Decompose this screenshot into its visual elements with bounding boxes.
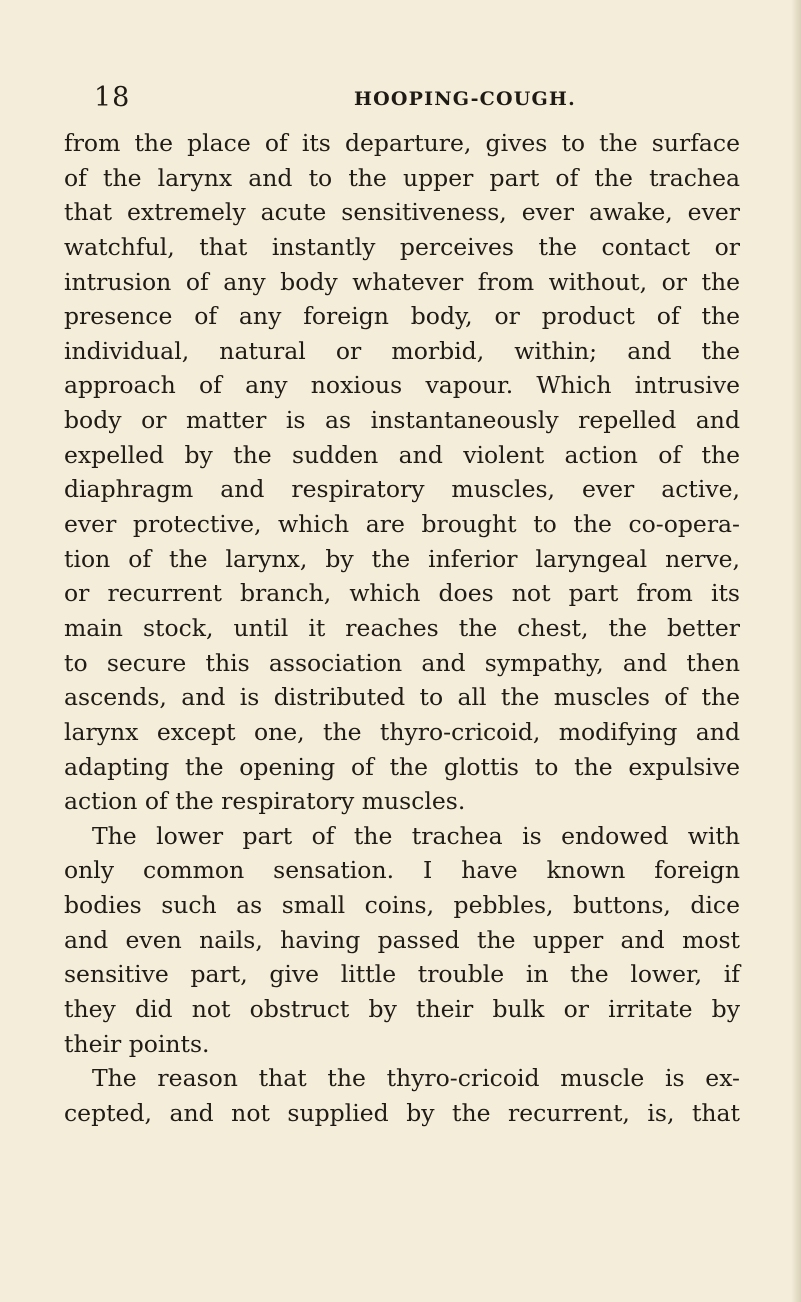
paragraph-2 <box>64 819 740 1061</box>
text-line: expelled by the sudden and violent action of the <box>64 440 740 469</box>
page-edge-shadow <box>791 0 801 1302</box>
text-line: ascends, and is distributed to all the muscles of the <box>64 683 740 712</box>
text-line: presence of any foreign body, or product of the <box>64 302 740 331</box>
text-line: tion of the larynx, by the inferior laryngeal nerve, <box>64 544 740 573</box>
text-line: intrusion of any body whatever from without, or the <box>64 267 740 296</box>
text-line: The lower part of the trachea is endowed with <box>92 821 740 850</box>
page-header <box>94 82 714 118</box>
text-line: from the place of its departure, gives to the surface <box>64 129 740 157</box>
text-line: adapting the opening of the glottis to the expulsive <box>64 752 740 781</box>
text-line: diaphragm and respiratory muscles, ever active, <box>64 475 740 504</box>
text-line: body or matter is as instantaneously repelled and <box>64 406 740 435</box>
text-line: their points. <box>64 1029 210 1058</box>
text-line: that extremely acute sensitiveness, ever awake, ever <box>64 198 740 227</box>
text-line: approach of any noxious vapour. Which intrusive <box>64 371 740 400</box>
text-line: to secure this association and sympathy, and then <box>64 648 740 677</box>
paragraph-3 <box>64 1061 740 1130</box>
text-line: and even nails, having passed the upper and most <box>64 925 740 954</box>
text-line: only common sensation. I have known foreign <box>64 856 740 885</box>
text-line: sensitive part, give little trouble in the lower, if <box>64 960 740 989</box>
text-line: they did not obstruct by their bulk or irritate by <box>64 995 740 1024</box>
text-line: bodies such as small coins, pebbles, buttons, dice <box>64 891 740 920</box>
text-line: or recurrent branch, which does not part from its <box>64 579 740 608</box>
text-line: action of the respiratory muscles. <box>64 787 466 816</box>
text-line: cepted, and not supplied by the recurrent, is, that <box>64 1098 740 1127</box>
body-text <box>64 126 740 1131</box>
page-number: 18 <box>94 82 131 113</box>
text-line: watchful, that instantly perceives the contact or <box>64 232 740 261</box>
running-head: HOOPING-COUGH. <box>354 88 576 110</box>
text-line: main stock, until it reaches the chest, the better <box>64 613 740 642</box>
text-line: The reason that the thyro-cricoid muscle is ex- <box>92 1064 740 1093</box>
text-line: ever protective, which are brought to the co-opera- <box>64 510 740 539</box>
paragraph-1 <box>64 126 740 819</box>
text-line: individual, natural or morbid, within; and the <box>64 336 740 365</box>
text-line: larynx except one, the thyro-cricoid, modifying and <box>64 717 740 746</box>
text-line: of the larynx and to the upper part of the trachea <box>64 163 740 192</box>
